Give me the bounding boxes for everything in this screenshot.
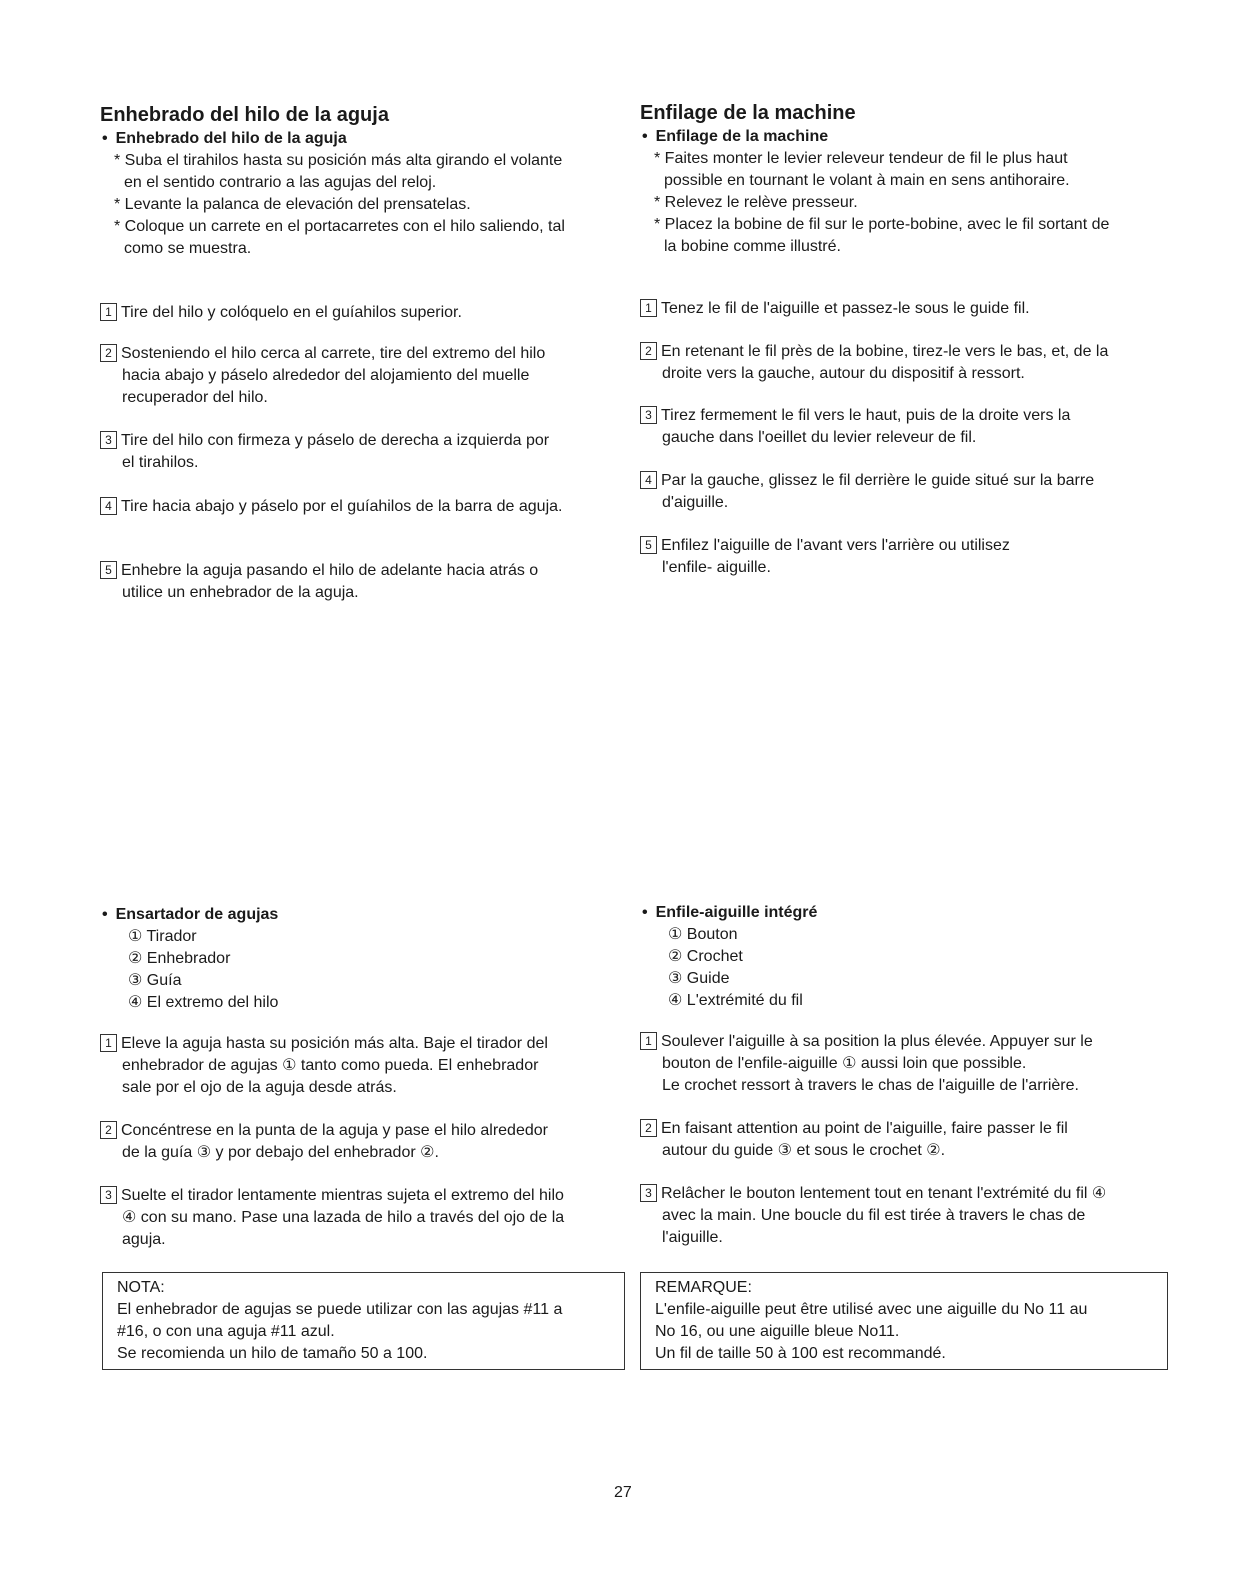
step-text: hacia abajo y páselo alrededor del alojamiento del muelle (122, 367, 530, 384)
part-label: ③ Guide (668, 970, 730, 987)
step-text: droite vers la gauche, autour du dispositif à ressort. (662, 365, 1025, 382)
step-text: l'enfile- aiguille. (662, 559, 771, 576)
step-line (100, 1077, 548, 1099)
step-text: l'aiguille. (662, 1229, 723, 1246)
step-number-badge: 3 (640, 1184, 657, 1202)
note-line: Se recomienda un hilo de tamaño 50 a 100. (117, 1345, 428, 1362)
step-text: Concéntrese en la punta de la aguja y pase el hilo alrededor (121, 1122, 548, 1139)
step-line (100, 365, 545, 387)
intro-line: como se muestra. (124, 240, 252, 257)
step-text: ④ con su mano. Pase una lazada de hilo a través del ojo de la (122, 1209, 565, 1226)
intro-line: * Coloque un carrete en el portacarretes con el hilo saliendo, tal (114, 218, 565, 235)
step-text: bouton de l'enfile-aiguille ① aussi loin que possible. (662, 1055, 1027, 1072)
right-heading: Enfilage de la machine (640, 102, 856, 124)
step-line (100, 582, 538, 604)
step-line (640, 1118, 1068, 1140)
step-line (640, 298, 1030, 320)
left-threader-step-3 (100, 1185, 564, 1251)
step-number-badge: 3 (100, 431, 117, 449)
step-line (100, 1207, 564, 1229)
intro-line: en el sentido contrario a las agujas del reloj. (124, 174, 437, 191)
left-heading: Enhebrado del hilo de la aguja (100, 104, 389, 126)
step-text: gauche dans l'oeillet du levier releveur de fil. (662, 429, 977, 446)
step-text: Par la gauche, glissez le fil derrière le guide situé sur la barre (661, 472, 1095, 489)
right-step-4 (640, 470, 1094, 514)
step-number-badge: 5 (100, 561, 117, 579)
note-line: #16, o con una aguja #11 azul. (117, 1323, 335, 1340)
step-text: Sosteniendo el hilo cerca al carrete, tire del extremo del hilo (121, 345, 546, 362)
step-number-badge: 1 (100, 303, 117, 321)
part-label: ② Crochet (668, 948, 743, 965)
step-text: En retenant le fil près de la bobine, tirez-le vers le bas, et, de la (661, 343, 1109, 360)
step-number-badge: 3 (640, 406, 657, 424)
right-step-2 (640, 341, 1108, 385)
left-threader-step-2 (100, 1120, 548, 1164)
step-text: Eleve la aguja hasta su posición más alta. Baje el tirador del (121, 1035, 548, 1052)
step-text: Enfilez l'aiguille de l'avant vers l'arrière ou utilisez (661, 537, 1010, 554)
right-subheading: • Enfilage de la machine (642, 127, 828, 147)
note-line: Un fil de taille 50 à 100 est recommandé. (655, 1345, 946, 1362)
left-threader-parts (128, 926, 278, 1014)
page-number: 27 (614, 1484, 632, 1501)
step-text: Enhebre la aguja pasando el hilo de adelante hacia atrás o (121, 562, 539, 579)
right-threader-parts (668, 924, 803, 1012)
step-number-badge: 1 (640, 1032, 657, 1050)
note-line: L'enfile-aiguille peut être utilisé avec une aiguille du No 11 au (655, 1301, 1088, 1318)
right-step-5 (640, 535, 1010, 579)
step-line (100, 1229, 564, 1251)
step-number-badge: 4 (100, 497, 117, 515)
step-line (640, 492, 1094, 514)
step-line (640, 1031, 1093, 1053)
right-threader-subheading: • Enfile-aiguille intégré (642, 903, 817, 923)
step-text: Suelte el tirador lentamente mientras sujeta el extremo del hilo (121, 1187, 564, 1204)
note-line: El enhebrador de agujas se puede utilizar con las agujas #11 a (117, 1301, 563, 1318)
step-number-badge: 3 (100, 1186, 117, 1204)
step-line (100, 343, 545, 365)
step-text: Tirez fermement le fil vers le haut, puis de la droite vers la (661, 407, 1071, 424)
right-threader-step-1 (640, 1031, 1093, 1097)
step-text: Soulever l'aiguille à sa position la plus élevée. Appuyer sur le (661, 1033, 1093, 1050)
left-step-3 (100, 430, 549, 474)
step-line (100, 1185, 564, 1207)
step-text: de la guía ③ y por debajo del enhebrador ②. (122, 1144, 439, 1161)
step-line (100, 387, 545, 409)
left-threader-subheading: • Ensartador de agujas (102, 905, 278, 925)
left-step-1 (100, 302, 462, 324)
step-line (640, 427, 1070, 449)
step-number-badge: 5 (640, 536, 657, 554)
step-text: sale por el ojo de la aguja desde atrás. (122, 1079, 397, 1096)
intro-line: * Relevez le relève presseur. (654, 194, 858, 211)
step-text: Tire del hilo y colóquelo en el guíahilos superior. (121, 304, 462, 321)
step-text: utilice un enhebrador de la aguja. (122, 584, 359, 601)
step-number-badge: 2 (640, 342, 657, 360)
step-line (100, 1055, 548, 1077)
part-label: ③ Guía (128, 972, 182, 989)
step-text: Tenez le fil de l'aiguille et passez-le sous le guide fil. (661, 300, 1030, 317)
step-line (640, 1227, 1106, 1249)
step-text: Tire del hilo con firmeza y páselo de derecha a izquierda por (121, 432, 550, 449)
step-text: avec la main. Une boucle du fil est tirée à travers le chas de (662, 1207, 1086, 1224)
step-line (640, 1205, 1106, 1227)
right-step-1 (640, 298, 1030, 320)
right-threader-step-2 (640, 1118, 1068, 1162)
intro-line: * Faites monter le levier releveur tendeur de fil le plus haut (654, 150, 1068, 167)
left-step-2 (100, 343, 545, 409)
right-step-3 (640, 405, 1070, 449)
step-number-badge: 1 (100, 1034, 117, 1052)
left-step-5 (100, 560, 538, 604)
step-line (640, 341, 1108, 363)
step-line (640, 1075, 1093, 1097)
part-label: ① Bouton (668, 926, 738, 943)
step-line (640, 405, 1070, 427)
right-threader-step-3 (640, 1183, 1106, 1249)
step-number-badge: 2 (100, 344, 117, 362)
step-line (100, 430, 549, 452)
step-text: Relâcher le bouton lentement tout en tenant l'extrémité du fil ④ (661, 1185, 1107, 1202)
step-number-badge: 2 (100, 1121, 117, 1139)
step-line (640, 470, 1094, 492)
step-line (640, 363, 1108, 385)
step-line (640, 557, 1010, 579)
part-label: ④ El extremo del hilo (128, 994, 279, 1011)
part-label: ② Enhebrador (128, 950, 231, 967)
step-text: En faisant attention au point de l'aiguille, faire passer le fil (661, 1120, 1068, 1137)
step-line (100, 1142, 548, 1164)
step-text: recuperador del hilo. (122, 389, 268, 406)
left-note-box (102, 1272, 625, 1370)
intro-line: * Levante la palanca de elevación del prensatelas. (114, 196, 471, 213)
right-intro-list (654, 148, 1109, 258)
step-line (640, 1053, 1093, 1075)
step-number-badge: 4 (640, 471, 657, 489)
step-line (640, 1183, 1106, 1205)
step-line (640, 1140, 1068, 1162)
note-title: NOTA: (117, 1279, 165, 1296)
left-intro-list (114, 150, 565, 260)
step-text: el tirahilos. (122, 454, 199, 471)
step-number-badge: 2 (640, 1119, 657, 1137)
intro-line: possible en tournant le volant à main en sens antihoraire. (664, 172, 1070, 189)
step-line (100, 496, 562, 518)
step-line (100, 452, 549, 474)
note-title: REMARQUE: (655, 1279, 752, 1296)
note-line: No 16, ou une aiguille bleue No11. (655, 1323, 900, 1340)
step-text: Le crochet ressort à travers le chas de l'aiguille de l'arrière. (662, 1077, 1079, 1094)
left-threader-step-1 (100, 1033, 548, 1099)
right-note-box (640, 1272, 1168, 1370)
step-text: aguja. (122, 1231, 166, 1248)
part-label: ④ L'extrémité du fil (668, 992, 803, 1009)
step-text: enhebrador de agujas ① tanto como pueda. El enhebrador (122, 1057, 539, 1074)
intro-line: * Placez la bobine de fil sur le porte-bobine, avec le fil sortant de (654, 216, 1110, 233)
step-line (100, 1120, 548, 1142)
step-line (640, 535, 1010, 557)
intro-line: * Suba el tirahilos hasta su posición más alta girando el volante (114, 152, 563, 169)
step-number-badge: 1 (640, 299, 657, 317)
left-subheading: • Enhebrado del hilo de la aguja (102, 129, 347, 149)
step-text: autour du guide ③ et sous le crochet ②. (662, 1142, 946, 1159)
intro-line: la bobine comme illustré. (664, 238, 841, 255)
part-label: ① Tirador (128, 928, 197, 945)
step-line (100, 560, 538, 582)
step-text: d'aiguille. (662, 494, 729, 511)
step-line (100, 302, 462, 324)
step-line (100, 1033, 548, 1055)
step-text: Tire hacia abajo y páselo por el guíahilos de la barra de aguja. (121, 498, 563, 515)
left-step-4 (100, 496, 562, 518)
